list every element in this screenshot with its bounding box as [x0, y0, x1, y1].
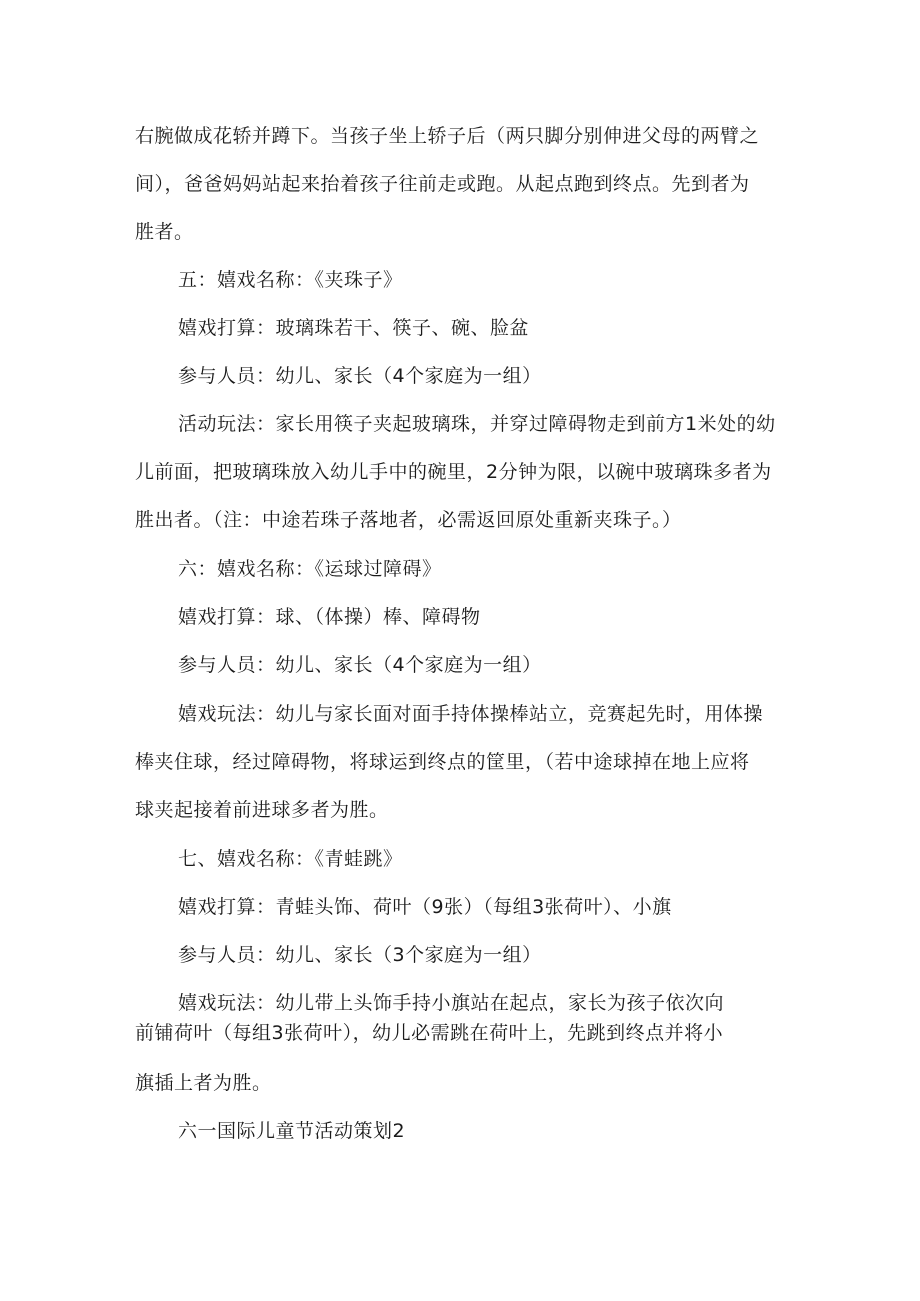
paragraph-line: 球夹起接着前进球多者为胜。: [135, 799, 389, 821]
paragraph-line: 嬉戏玩法：幼儿与家长面对面手持体操棒站立，竞赛起先时，用体操: [178, 703, 764, 725]
paragraph-line: 嬉戏打算：青蛙头饰、荷叶（9张）（每组3张荷叶）、小旗: [178, 896, 672, 918]
paragraph-line: 棒夹住球，经过障碍物，将球运到终点的筐里，（若中途球掉在地上应将: [135, 751, 750, 773]
paragraph-line: 嬉戏玩法：幼儿带上头饰手持小旗站在起点，家长为孩子依次向: [178, 992, 725, 1014]
section-heading: 七、嬉戏名称：《青蛙跳》: [178, 848, 403, 870]
paragraph-line: 活动玩法：家长用筷子夹起玻璃珠，并穿过障碍物走到前方1米处的幼: [178, 413, 776, 435]
paragraph-line: 儿前面，把玻璃珠放入幼儿手中的碗里，2分钟为限，以碗中玻璃珠多者为: [135, 461, 772, 483]
paragraph-line: 右腕做成花轿并蹲下。当孩子坐上轿子后（两只脚分别伸进父母的两臂之: [135, 125, 760, 147]
section-heading: 五：嬉戏名称：《夹珠子》: [178, 269, 403, 291]
paragraph-line: 参与人员：幼儿、家长（3个家庭为一组）: [178, 944, 542, 966]
paragraph-line: 胜出者。（注：中途若珠子落地者，必需返回原处重新夹珠子。）: [135, 509, 682, 531]
paragraph-line: 参与人员：幼儿、家长（4个家庭为一组）: [178, 365, 542, 387]
paragraph-line: 间），爸爸妈妈站起来抬着孩子往前走或跑。从起点跑到终点。先到者为: [135, 173, 750, 195]
document-title: 六一国际儿童节活动策划2: [178, 1120, 406, 1142]
paragraph-line: 前铺荷叶（每组3张荷叶），幼儿必需跳在荷叶上，先跳到终点并将小: [135, 1022, 724, 1044]
paragraph-line: 嬉戏打算：玻璃珠若干、筷子、碗、脸盆: [178, 317, 530, 339]
paragraph-line: 旗插上者为胜。: [135, 1072, 272, 1094]
section-heading: 六：嬉戏名称：《运球过障碍》: [178, 558, 442, 580]
paragraph-line: 嬉戏打算：球、（体操）棒、障碍物: [178, 606, 481, 628]
paragraph-line: 胜者。: [135, 221, 194, 243]
paragraph-line: 参与人员：幼儿、家长（4个家庭为一组）: [178, 654, 542, 676]
